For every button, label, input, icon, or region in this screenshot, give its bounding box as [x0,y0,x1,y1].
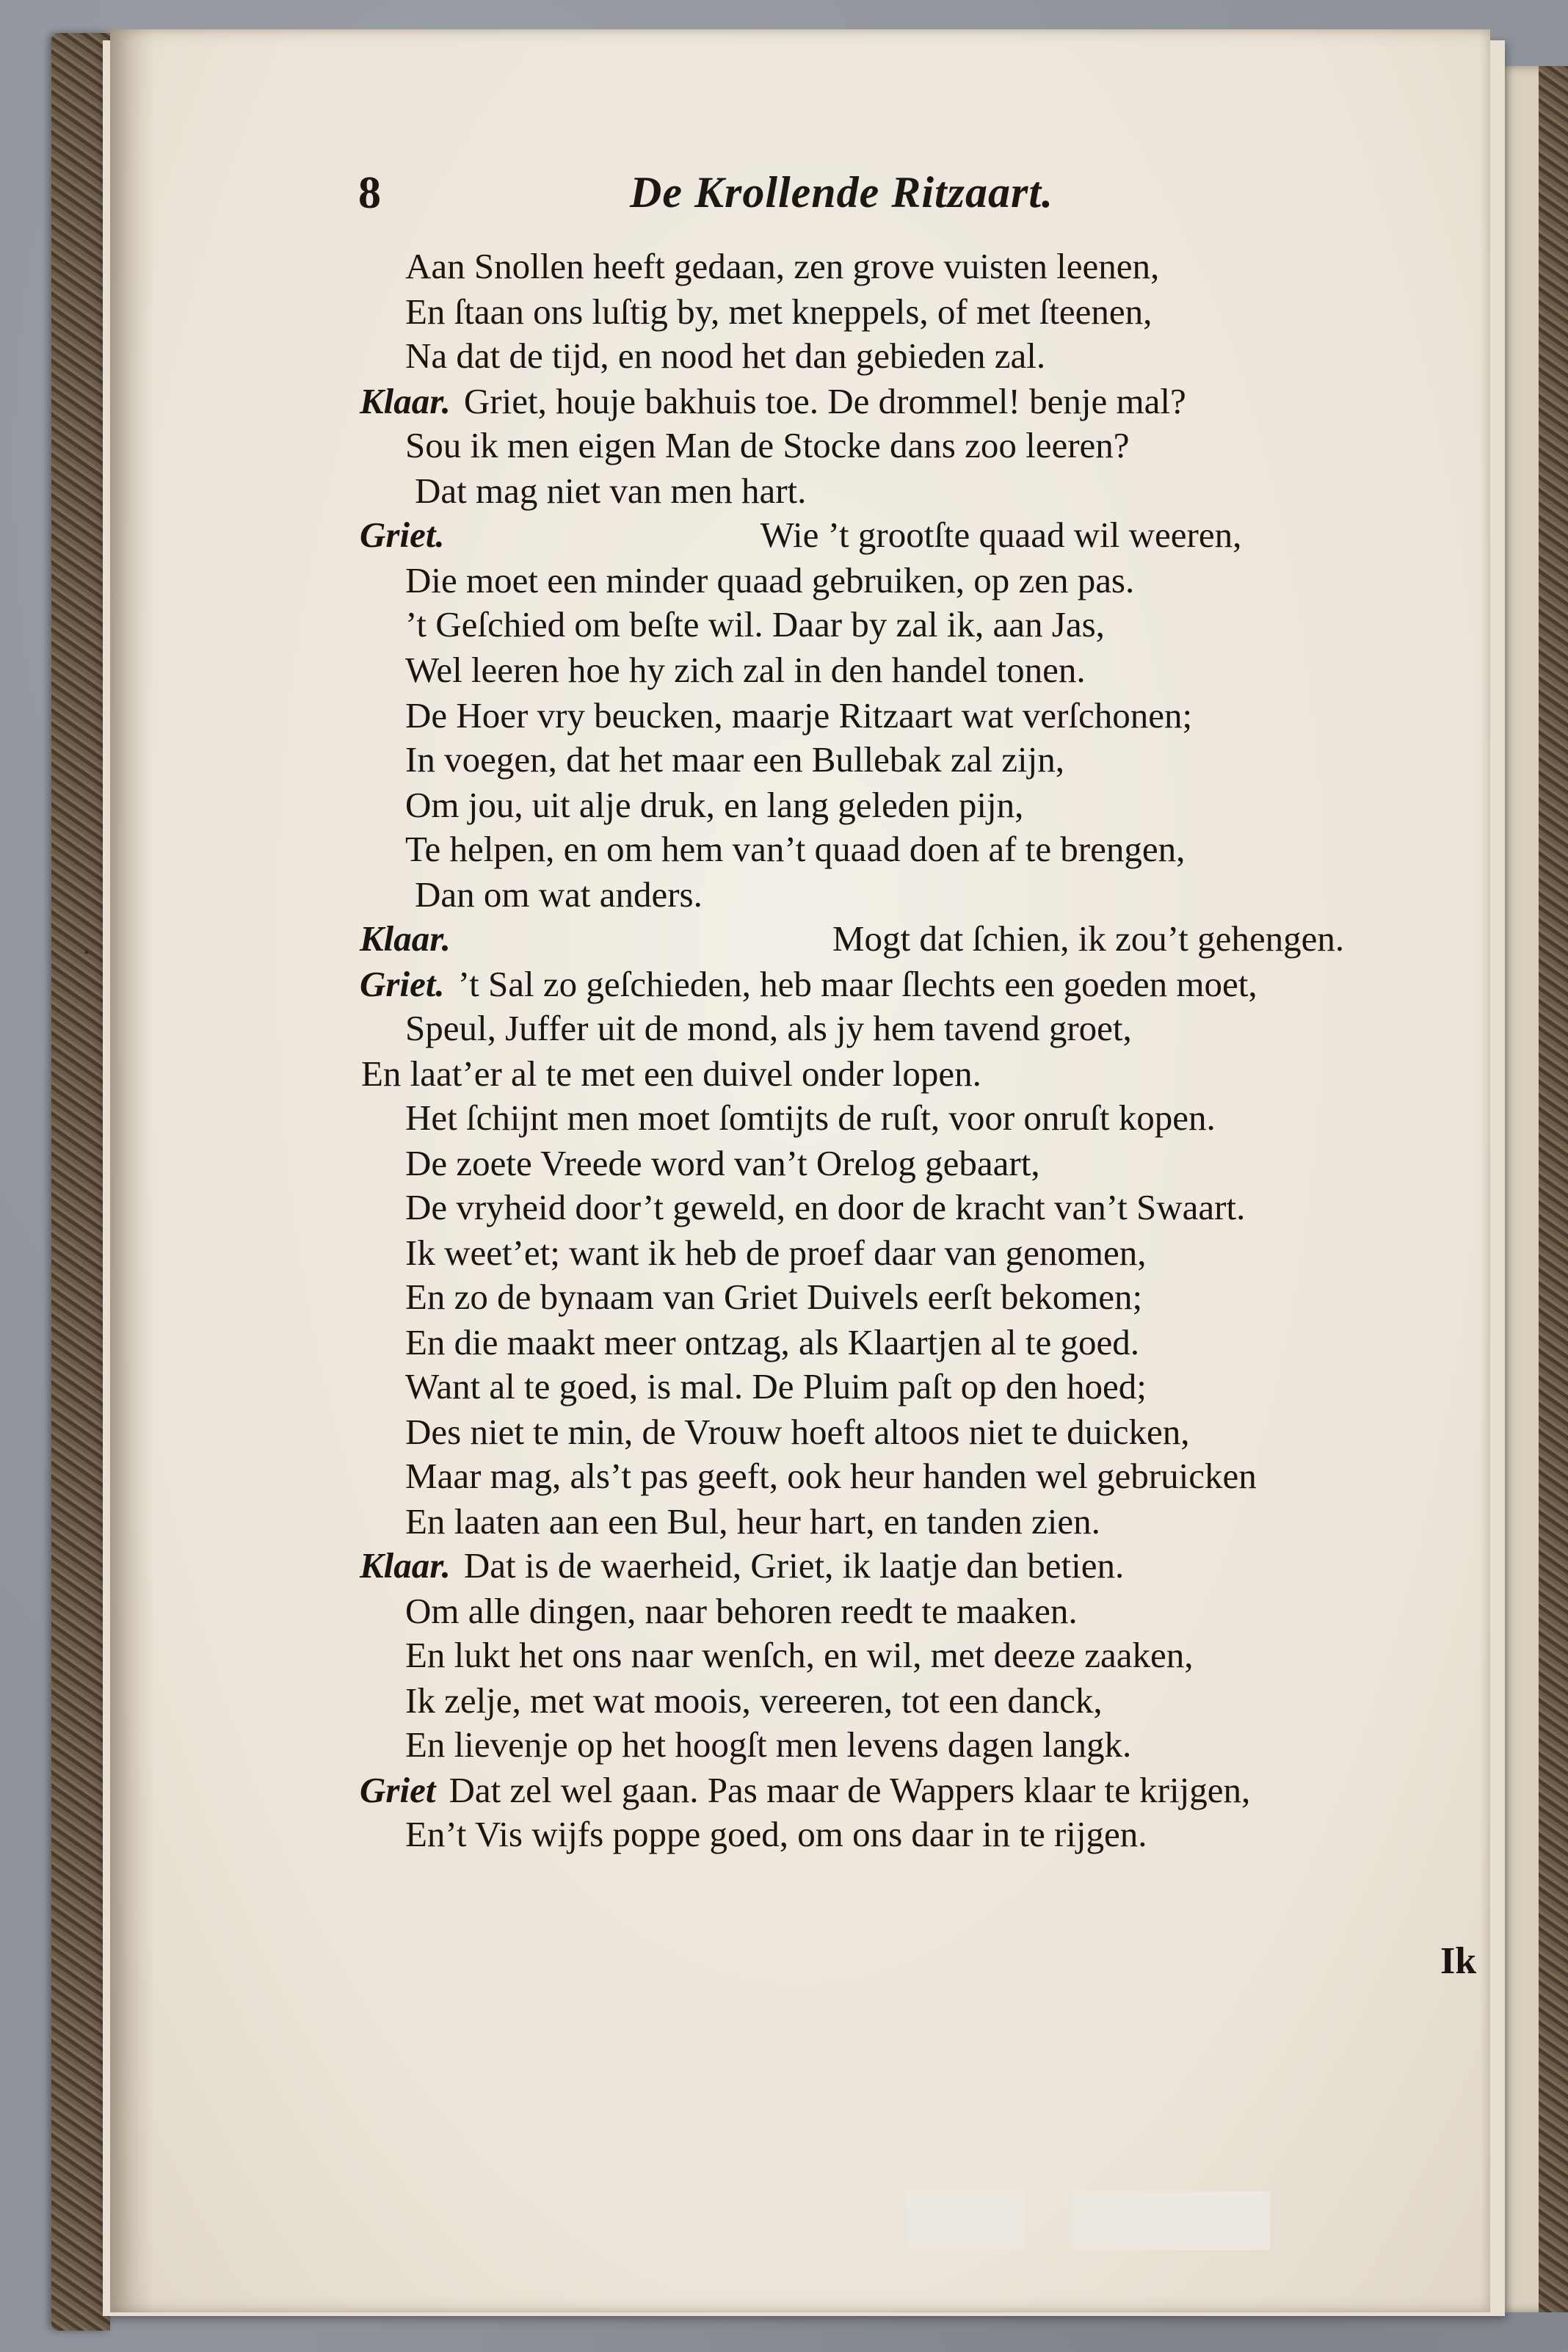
text-line [405,604,1105,645]
line-text: De vryheid door’t geweld, en door de kracht van’t Swaart. [405,1187,1246,1227]
line-text: Mogt dat ſchien, ik zou’t gehengen. [832,918,1345,959]
book-cover-left [51,33,110,2331]
line-text: En laat’er al te met een duivel onder lopen. [361,1053,981,1094]
text-line [405,335,1046,376]
line-text: Want al te goed, is mal. De Pluim paſt op den hoed; [405,1366,1147,1407]
line-text: En laaten aan een Bul, heur hart, en tanden zien. [405,1501,1100,1542]
text-line [405,1189,1245,1225]
text-line [405,1414,1189,1450]
text-line [405,1501,1100,1542]
line-text: Des niet te min, de Vrouw hoeft altoos niet te duicken, [405,1412,1190,1452]
text-line [405,248,1159,284]
text-line [405,831,1185,867]
line-text: De zoete Vreede word van’t Orelog gebaart, [405,1143,1040,1183]
text-line [360,918,1345,959]
line-text: Te helpen, en om hem van’t quaad doen af te brengen, [405,829,1186,869]
text-line [360,1545,1125,1586]
line-text: Die moet een minder quaad gebruiken, op zen pas. [405,560,1135,600]
text-line [405,1235,1147,1271]
running-title: De Krollende Ritzaart. [630,168,1054,217]
text-line [405,1279,1142,1315]
text-line [405,1366,1147,1407]
speaker-label: Griet. [360,964,445,1004]
text-line [405,1680,1103,1721]
text-line [405,1010,1132,1046]
line-text: ’t Sal zo geſchieden, heb maar ſlechts een goeden moet, [457,964,1257,1004]
text-line [405,695,1193,736]
text-line [360,1772,1250,1808]
text-line [405,562,1134,598]
page-number: 8 [358,168,381,218]
line-text: En die maakt meer ontzag, als Klaartjen al te goed. [405,1322,1140,1362]
line-text: Aan Snollen heeft gedaan, zen grove vuisten leenen, [405,246,1160,286]
page-tab-marker [907,2191,1024,2250]
text-line [405,427,1130,463]
text-line [405,1816,1147,1852]
text-line [405,1458,1257,1494]
speaker-label: Klaar. [360,381,451,421]
line-text: Na dat de tijd, en nood het dan gebieden zal. [405,335,1046,376]
line-text: Dan om wat anders. [415,874,703,915]
line-text: En zo de bynaam van Griet Duivels eerſt bekomen; [405,1277,1143,1317]
text-line [405,1637,1193,1673]
line-text: Maar mag, als’t pas geeft, ook heur handen wel gebruicken [405,1456,1257,1496]
text-line [360,383,1186,419]
line-text: Ik weet’et; want ik heb de proef daar van genomen, [405,1233,1147,1273]
line-text: De Hoer vry beucken, maarje Ritzaart wat verſchonen; [405,695,1193,736]
speaker-label: Griet [360,1770,436,1810]
line-text: Dat mag niet van men hart. [415,471,807,511]
line-text: En lievenje op het hoogſt men levens dagen langk. [405,1724,1132,1765]
text-line [405,1593,1078,1629]
line-text: ’t Geſchied om beſte wil. Daar by zal ik, aan Jas, [405,604,1105,645]
line-text: Sou ik men eigen Man de Stocke dans zoo leeren? [405,425,1130,465]
line-text: Om jou, uit alje druk, en lang geleden pijn, [405,785,1024,825]
text-line [405,652,1086,688]
text-line [360,517,1241,553]
text-line [405,1324,1139,1360]
line-text: Om alle dingen, naar behoren reedt te maaken. [405,1591,1078,1631]
speaker-label: Griet. [360,515,445,555]
line-text: En lukt het ons naar wenſch, en wil, met deeze zaaken, [405,1635,1194,1675]
line-text: In voegen, dat het maar een Bullebak zal zijn, [405,739,1064,780]
text-line [405,1145,1040,1181]
text-line [405,787,1023,823]
text-line [360,966,1257,1002]
speaker-label: Klaar. [360,918,451,959]
line-text: Het ſchijnt men moet ſomtijts de ruſt, voor onruſt kopen. [405,1097,1216,1138]
text-line [405,1097,1216,1138]
line-text: Dat is de waerheid, Griet, ik laatje dan betien. [463,1545,1125,1586]
speaker-label: Klaar. [360,1545,451,1586]
line-text: En ſtaan ons luſtig by, met kneppels, of met ſteenen, [405,291,1153,332]
text-line [405,291,1153,332]
text-line [361,1053,981,1094]
line-text: Wie ’t grootſte quaad wil weeren, [760,515,1242,555]
line-text: Speul, Juffer uit de mond, als jy hem tavend groet, [405,1008,1132,1048]
text-line [415,874,703,915]
line-text: En’t Vis wijfs poppe goed, om ons daar in te rijgen. [405,1814,1147,1854]
text-line [415,473,806,509]
line-text: Dat zel wel gaan. Pas maar de Wappers klaar te krijgen, [449,1770,1251,1810]
catchword: Ik [1440,1940,1477,1982]
text-line [405,739,1064,780]
page-gutter-shadow [110,29,154,2312]
page-tab-marker [1072,2191,1270,2250]
line-text: Griet, houje bakhuis toe. De drommel! benje mal? [463,381,1186,421]
line-text: Ik zelje, met wat moois, vereeren, tot een danck, [405,1680,1103,1721]
line-text: Wel leeren hoe hy zich zal in den handel tonen. [405,650,1086,690]
text-line [405,1724,1132,1765]
book-cover-right [1498,66,1568,2312]
